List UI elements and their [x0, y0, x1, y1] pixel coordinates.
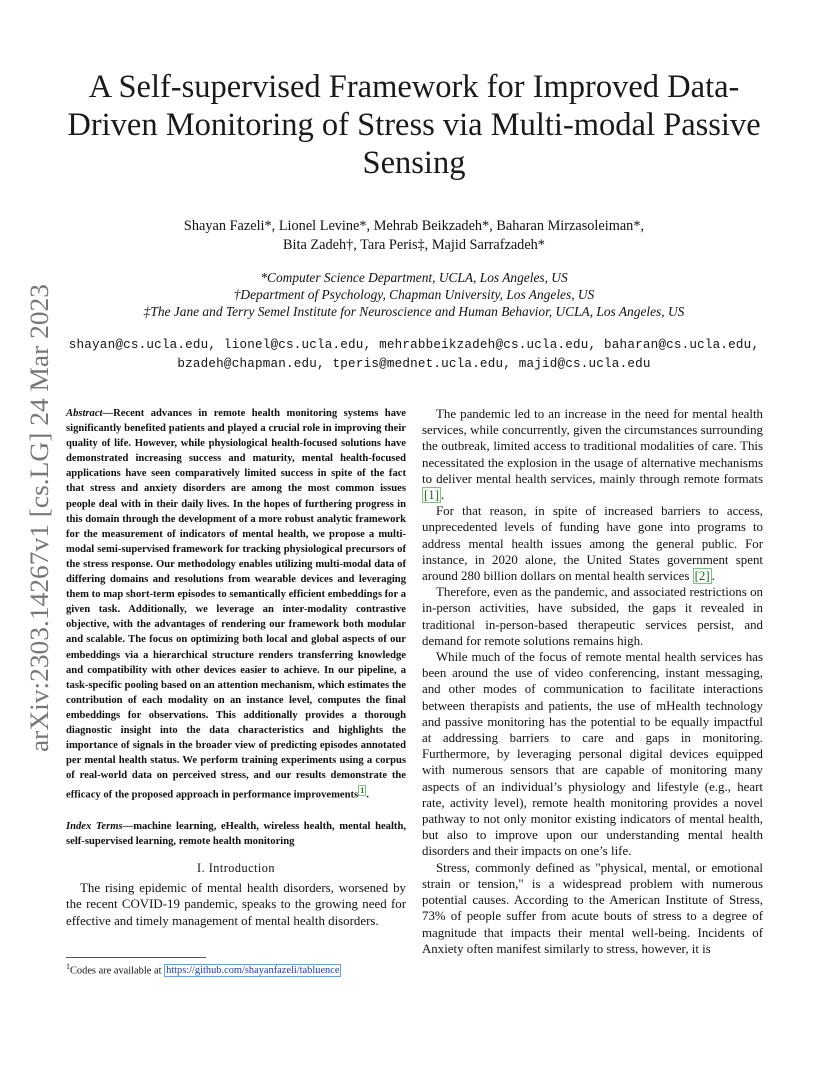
abstract-text: —Recent advances in remote health monitoring systems have significantly benefited patients and played a crucial role in improving their quality of life. However, while physiological health-focused solutions have demonstrated increasing success and maturity, mental health-focused applications have seen comparatively limited success in spite of the fact that stress and anxiety disorders are among the most common issues people deal with in their daily lives. In the hopes of furthering progress in this domain through the development of a more robust analytic framework for the measurement of indicators of mental health, we propose a multi-modal semi-supervised framework for tracking physiological precursors of the stress response. Our methodology enables utilizing multi-modal data of differing domains and resolutions from wearable devices and leveraging them to map short-term episodes to semantically efficient embeddings for a given task. Additionally, we leverage an inter-modality contrastive objective, with the advantages of rendering our framework both modular and scalable. The focus on optimizing both local and global aspects of our embeddings via a hierarchical structure renders transferring knowledge and compatibility with other devices easier to achieve. In our pipeline, a task-specific pooling based on an attention mechanism, which estimates the contribution of each modality on an instance level, computes the final embeddings for observations. This additionally provides a thorough diagnostic insight into the data characteristics and highlights the importance of signals in the broader view of predicting episodes annotated per mental health status. We perform training experiments using a corpus of real-world data on perceived stress, and our results demonstrate the efficacy of the proposed approach in performance improvements	[66, 408, 406, 801]
paragraph-2-end: .	[711, 569, 715, 584]
author-list	[80, 217, 748, 255]
index-terms-text: —machine learning, eHealth, wireless health, mental health, self-supervised learning, remote health monitoring	[66, 820, 406, 848]
right-column	[422, 406, 763, 957]
abstract-footnote-mark[interactable]: 1	[360, 786, 365, 796]
left-column	[66, 406, 406, 929]
index-terms	[66, 819, 406, 849]
email-line-1: shayan@cs.ucla.edu, lionel@cs.ucla.edu, mehrabbeikzadeh@cs.ucla.edu, baharan@cs.ucla.edu,	[68, 338, 760, 352]
citation-2[interactable]: [2]	[694, 569, 710, 584]
arxiv-id-text: arXiv:2303.14267v1 [cs.LG] 24 Mar 2023	[24, 300, 54, 752]
affiliation-3: ‡The Jane and Terry Semel Institute for Neuroscience and Human Behavior, UCLA, Los Angeles, US	[143, 304, 685, 319]
citation-1[interactable]: [1]	[424, 488, 440, 503]
paragraph-4: While much of the focus of remote mental health services has been around the use of video conferencing, instant messaging, and other modes of communication to facilitate interactions between therapists and patients, the use of mHealth technology and passive monitoring has the potential to be equally impactful at addressing barriers to care and gaps in monitoring. Furthermore, by leveraging personal digital devices equipped with numerous sensors that are capable of monitoring many aspects of an individual’s physiology and lifestyle (e.g., heart rate, activity level), remote health monitoring provides a novel pathway to not only monitor existing indicators of mental health, but also to improve upon our understanding mental health disorders and their impacts on one’s life.	[422, 650, 763, 859]
email-line-2: bzadeh@chapman.edu, tperis@mednet.ucla.edu, majid@cs.ucla.edu	[177, 357, 651, 371]
paragraph-5: Stress, commonly defined as "physical, mental, or emotional strain or tension," is a widespread problem with numerous potential causes. According to the American Institute of Stress, 73% of people suffer from acute bouts of stress to a degree of magnitude that impacts their mental well-being. Incidents of Anxiety often manifest similarly to stress, however, it is	[422, 860, 763, 956]
footnote-mark: 1	[66, 962, 70, 971]
paragraph-1	[422, 406, 763, 503]
affiliation-2: †Department of Psychology, Chapman University, Los Angeles, US	[233, 287, 595, 302]
affiliation-list	[80, 269, 748, 320]
abstract-label: Abstract	[66, 408, 103, 419]
author-line-2: Bita Zadeh†, Tara Peris‡, Majid Sarrafzadeh*	[283, 237, 545, 253]
paragraph-2-text: For that reason, in spite of increased barriers to access, unprecedented levels of funding have gone into programs to address mental health issues among the general public. For instance, in 2020 alone, the United States government spent around 280 billion dollars on mental health services	[422, 504, 763, 584]
paper-title: A Self-supervised Framework for Improved Data-Driven Monitoring of Stress via Multi-modal Passive Sensing	[67, 69, 761, 181]
abstract	[66, 406, 406, 803]
code-repository-link[interactable]: https://github.com/shayanfazeli/tabluence	[166, 965, 340, 977]
paragraph-1-end: .	[441, 488, 445, 503]
affiliation-1: *Computer Science Department, UCLA, Los Angeles, US	[260, 270, 568, 285]
abstract-end: .	[366, 789, 369, 801]
footnote	[66, 960, 406, 977]
footnote-rule	[66, 957, 206, 958]
paragraph-2	[422, 503, 763, 584]
index-terms-label: Index Terms	[66, 820, 123, 832]
author-line-1: Shayan Fazeli*, Lionel Levine*, Mehrab Beikzadeh*, Baharan Mirzasoleiman*,	[183, 218, 645, 234]
intro-paragraph: The rising epidemic of mental health disorders, worsened by the recent COVID-19 pandemic, speaks to the growing need for effective and timely management of mental health disorders.	[66, 881, 406, 928]
paragraph-3: Therefore, even as the pandemic, and associated restrictions on in-person activities, have subsided, the gaps it revealed in traditional in-person-based therapeutic services persist, and demand for remote solutions remains high.	[422, 585, 763, 648]
paragraph-1-text: The pandemic led to an increase in the need for mental health services, while concurrently, given the circumstances surrounding the outbreak, limited access to traditional modalities of care. This necessitated the explosion in the usage of alternative mechanisms to deliver mental health services, mainly through remote formats	[422, 407, 763, 486]
email-list	[40, 336, 788, 374]
footnote-text: Codes are available at	[70, 965, 165, 977]
section-heading-introduction: I. Introduction	[197, 861, 275, 876]
